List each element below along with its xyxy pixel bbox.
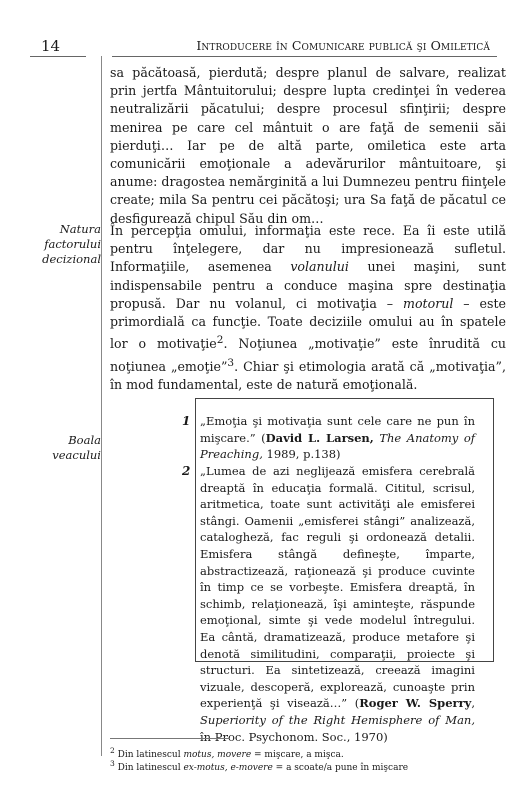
footnote-2: $^2$ Din latinescul motus, movere = mişcare, a mişca. (110, 746, 344, 760)
body-paragraph-2: În percepţia omului, informaţia este rece. Ea îi este utilă pentru înţelegere, dar nu impresionează sufletul. Informaţiile, asemenea volanului unei maşini, sunt indispensabile pentru a conduce maşina spre destinaţia propusă. Dar nu volanul, ci motivaţia – motorul – este primordială ca funcţie. Toate deciziile omului au în spatele lor o motivaţie$^2$. Noţiunea „motivaţie” este înrudită cu noţiunea „emoţie”$^3$. Chiar şi etimologia arată că „motivaţia”, în mod fundamental, este de natură emoţională. (110, 223, 507, 392)
footnote-ref-3[interactable]: 3 (227, 356, 235, 369)
quote-2: 2 „Lumea de azi neglijează emisfera cerebrală dreaptă în educaţia formală. Cititul, scrisul, aritmetica, toate sunt activităţi ale emisferei stângi. Oamenii „emisferei stângi” analizează, catalogheză, fac reguli şi ordonează detalii. Emisfera stângă defineşte, împarte, abstractizează, raţionează şi produce cuvinte în timp ce se vorbeşte. Emisfera dreaptă, în schimb, relaţionează, îşi aminteşte, răspunde emoţional, simte şi vede modelul întregului. Ea cântă, dramatizează, produce metafore şi denotă similitudini, comparaţii, proiecte şi structuri. Ea sintetizează, creează imagini vizuale, descoperă, explorează, cunoaşte prin experienţă şi visează…” (Roger W. Sperry, Superiority of the Right Hemisphere of Man, în Proc. Psychonom. Soc., 1970) (182, 464, 475, 744)
header-rule-left (30, 56, 86, 57)
footnote-rule (110, 738, 230, 739)
quote-1-number: 1 (182, 414, 191, 428)
footnote-3: $^3$ Din latinescul ex-motus, e-movere = a scoate/a pune în mişcare (110, 759, 409, 773)
body-paragraph-1: sa păcătoasă, pierdută; despre planul de salvare, realizat prin jertfa Mântuitorului; despre lupta credinţei în vederea neutralizării păcatului; despre procesul sfinţirii; despre menirea pe care cel mântuit o are faţă de semenii săi pierduţi… Iar pe de altă parte, omiletica este arta comunicării emoţionale a adevărurilor mântuitoare, şi anume: dragostea nemărginită a lui Dumnezeu pentru fiinţele create; mila Sa pentru cei păcătoşi; ura Sa faţă de păcatul ce desfigurează chipul Său din om… (110, 65, 506, 226)
footnote-ref-2[interactable]: 2 (216, 334, 224, 347)
margin-divider (101, 56, 102, 756)
page-number: 14 (41, 37, 61, 55)
header-rule-right (112, 56, 497, 57)
running-title: Introducere în Comunicare publică şi Omiletică (196, 38, 490, 53)
quote-1: 1 „Emoţia şi motivaţia sunt cele care ne pun în mişcare.” (David L. Larsen, The Anatomy of Preaching, 1989, p.138) (182, 414, 475, 462)
quote-2-number: 2 (182, 464, 191, 478)
page-header (0, 0, 530, 62)
margin-note-decision-factor: Natura factorului decizional (42, 222, 101, 266)
margin-note-century-illness: Boala veacului (52, 433, 101, 462)
